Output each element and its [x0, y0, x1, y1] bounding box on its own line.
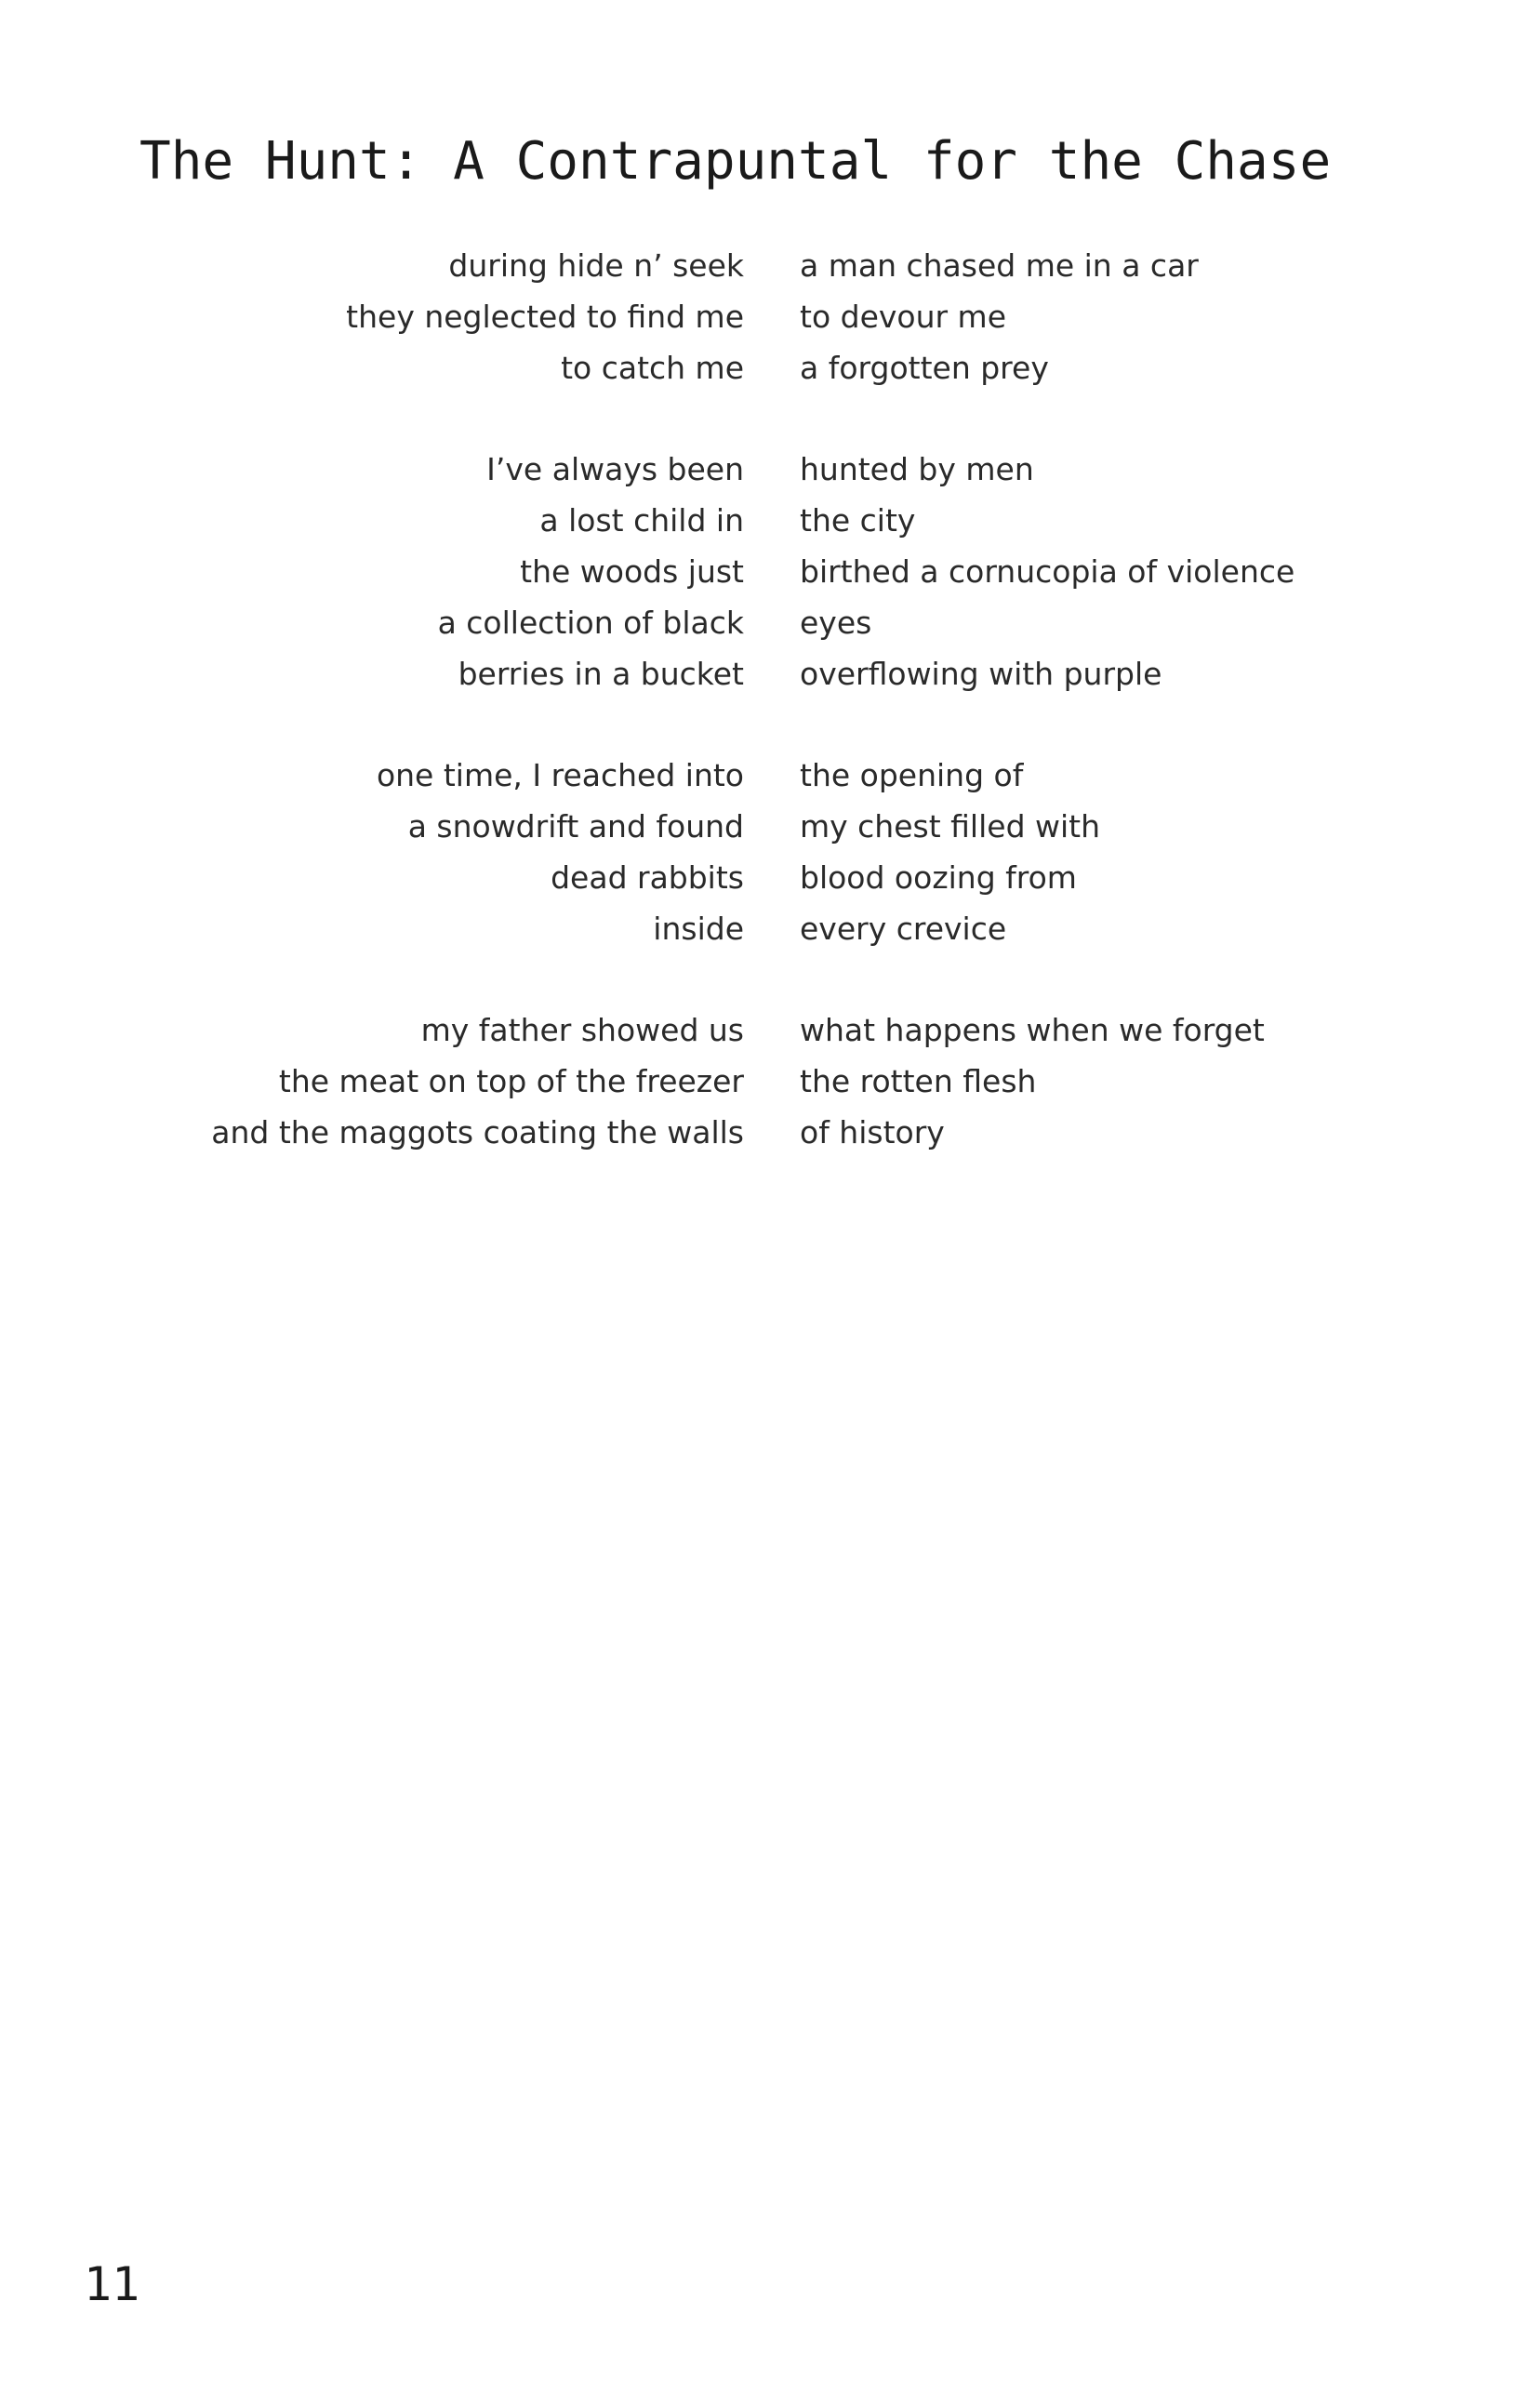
poem-line: [0, 648, 1540, 699]
poem-line: [0, 546, 1540, 597]
poem-line: [0, 801, 1540, 852]
left-column-text: dead rabbits: [551, 859, 744, 896]
left-column-text: they neglected to find me: [346, 299, 744, 335]
poem-line: [0, 342, 1540, 393]
right-column-text: my chest filled with: [800, 808, 1101, 845]
page-number: 11: [84, 2257, 140, 2311]
left-column-text: to catch me: [561, 350, 744, 386]
stanza-4: [0, 1004, 1540, 1158]
left-column-text: the meat on top of the freezer: [278, 1063, 744, 1099]
poem-line: [0, 903, 1540, 954]
left-column-text: my father showed us: [420, 1012, 744, 1048]
right-column-text: what happens when we forget: [800, 1012, 1265, 1048]
right-column-text: the opening of: [800, 757, 1024, 793]
right-column-text: eyes: [800, 605, 872, 641]
left-column-text: inside: [653, 911, 744, 947]
right-column-text: hunted by men: [800, 451, 1034, 487]
poem-line: [0, 1107, 1540, 1158]
poem-line: [0, 1004, 1540, 1056]
poem-line: [0, 1056, 1540, 1107]
right-column-text: a forgotten prey: [800, 350, 1049, 386]
poem-body: [0, 240, 1540, 1208]
left-column-text: a lost child in: [539, 502, 744, 539]
stanza-3: [0, 750, 1540, 954]
left-column-text: during hide n’ seek: [448, 247, 744, 284]
poem-line: [0, 291, 1540, 342]
left-column-text: berries in a bucket: [458, 656, 744, 692]
poem-title: The Hunt: A Contrapuntal for the Chase: [139, 131, 1332, 192]
right-column-text: every crevice: [800, 911, 1007, 947]
right-column-text: of history: [800, 1114, 945, 1151]
stanza-2: [0, 444, 1540, 699]
stanza-1: [0, 240, 1540, 393]
poem-line: [0, 852, 1540, 903]
right-column-text: a man chased me in a car: [800, 247, 1199, 284]
left-column-text: a snowdrift and found: [407, 808, 744, 845]
right-column-text: to devour me: [800, 299, 1007, 335]
left-column-text: I’ve always been: [486, 451, 744, 487]
poem-line: [0, 240, 1540, 291]
right-column-text: blood oozing from: [800, 859, 1077, 896]
poem-line: [0, 750, 1540, 801]
left-column-text: one time, I reached into: [376, 757, 744, 793]
right-column-text: the rotten flesh: [800, 1063, 1037, 1099]
left-column-text: and the maggots coating the walls: [211, 1114, 744, 1151]
poem-line: [0, 597, 1540, 648]
right-column-text: the city: [800, 502, 916, 539]
poem-line: [0, 444, 1540, 495]
left-column-text: the woods just: [520, 553, 744, 590]
right-column-text: birthed a cornucopia of violence: [800, 553, 1295, 590]
left-column-text: a collection of black: [437, 605, 744, 641]
poem-line: [0, 495, 1540, 546]
right-column-text: overflowing with purple: [800, 656, 1162, 692]
